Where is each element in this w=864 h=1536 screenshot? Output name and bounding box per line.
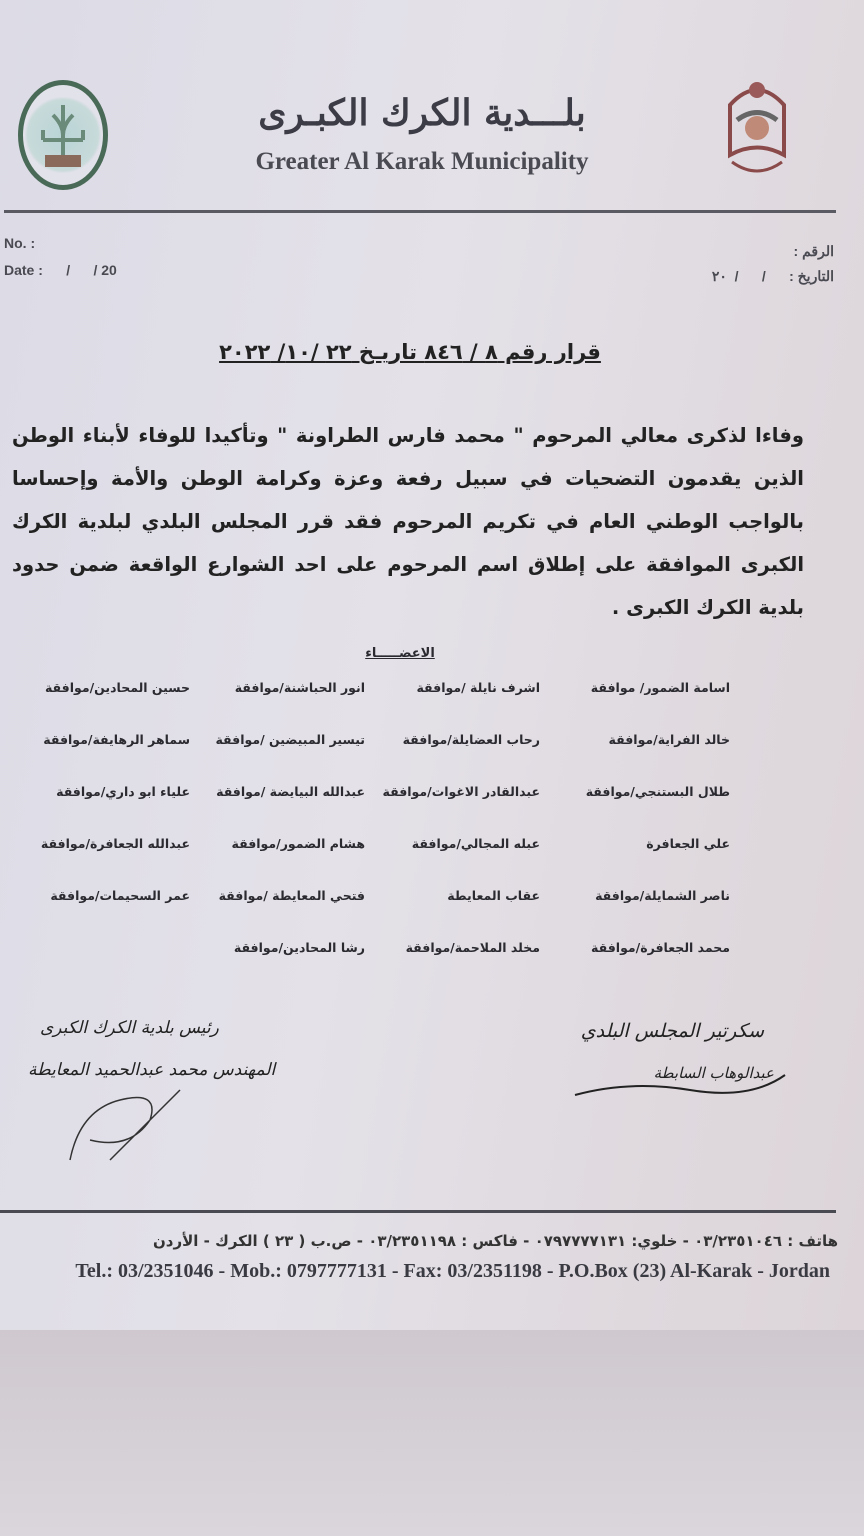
member-entry: سماهر الرهايفة/موافقة: [43, 732, 190, 747]
member-entry: عبدالقادر الاغوات/موافقة: [382, 784, 540, 799]
number-label-ar: الرقم :: [793, 243, 834, 259]
member-entry: طلال البستنجي/موافقة: [585, 784, 730, 799]
member-entry: محمد الجعافرة/موافقة: [591, 940, 730, 955]
member-entry: مخلد الملاحمة/موافقة: [405, 940, 540, 955]
date-label-ar: التاريخ : / / ٢٠: [711, 268, 834, 284]
wheat-emblem-icon: [23, 85, 103, 185]
mayor-signature-stroke: [60, 1080, 190, 1170]
member-entry: عبدالله البيايضة /موافقة: [216, 784, 365, 799]
member-entry: فتحي المعايطة /موافقة: [218, 888, 365, 903]
date-label-en: Date : / / 20: [4, 262, 117, 278]
mayor-title: رئيس بلدية الكرك الكبرى: [40, 1018, 219, 1038]
member-entry: حسين المحادين/موافقة: [44, 680, 190, 695]
member-entry: رحاب العضايلة/موافقة: [402, 732, 540, 747]
member-entry: هشام الضمور/موافقة: [231, 836, 365, 851]
member-entry: عبدالله الجعافرة/موافقة: [40, 836, 190, 851]
footer-contact-ar: هاتف : ٠٣/٢٣٥١٠٤٦ - خلوي: ٠٧٩٧٧٧٧١٣١ - فاكس : ٠٣/٢٣٥١١٩٨ - ص.ب ( ٢٣ ) الكرك - الأردن: [152, 1232, 838, 1250]
decision-body: وفاءا لذكرى معالي المرحوم " محمد فارس الطراونة " وتأكيدا للوفاء لأبناء الوطن الذين يقدمون التضحيات في سبيل رفعة وعزة وكرامة الوطن والأمة وإحساسا بالواجب الوطني العام في تكريم المرحوم فقد قرر المجلس البلدي لبلدية الكرك الكبرى الموافقة على إطلاق اسم المرحوم على احد الشوارع الواقعة ضمن حدود بلدية الكرك الكبرى .: [12, 424, 804, 619]
members-list: [20, 680, 730, 962]
decision-title: قرار رقم ٨ / ٨٤٦ تاريـخ ٢٢ /١٠/ ٢٠٢٢: [219, 340, 601, 364]
letterhead-english: Greater Al Karak Municipality: [255, 148, 589, 175]
member-entry: عبله المجالي/موافقة: [411, 836, 540, 851]
member-entry: علي الجعافرة: [646, 836, 730, 851]
municipality-logo: [18, 80, 108, 190]
member-entry: تيسير المبيضين /موافقة: [215, 732, 365, 747]
member-entry: خالد الفراية/موافقة: [608, 732, 730, 747]
table-surface: [0, 1330, 864, 1536]
number-label-en: No. :: [4, 235, 36, 251]
member-entry: عمر السحيمات/موافقة: [50, 888, 190, 903]
secretary-signature-stroke: [570, 1060, 790, 1110]
members-heading: الاعضـــــاء: [365, 646, 435, 661]
footer-contact-en: Tel.: 03/2351046 - Mob.: 0797777131 - Fax: 03/2351198 - P.O.Box (23) Al-Karak - Jordan: [75, 1260, 830, 1282]
letterhead-arabic: بلـــدية الكرك الكبـرى: [258, 92, 586, 134]
member-entry: [20, 940, 190, 962]
member-entry: انور الحباشنة/موافقة: [234, 680, 365, 695]
header-divider: [4, 210, 836, 213]
secretary-title: سكرتير المجلس البلدي: [580, 1020, 764, 1042]
secretary-signature: عبدالوهاب السابطة: [653, 1064, 774, 1082]
member-entry: اشرف نايلة /موافقة: [416, 680, 540, 695]
member-entry: رشا المحادين/موافقة: [233, 940, 365, 955]
footer-divider: [0, 1210, 836, 1213]
mayor-name: المهندس محمد عبدالحميد المعايطة: [28, 1060, 276, 1080]
member-entry: ناصر الشمايلة/موافقة: [595, 888, 730, 903]
member-entry: علياء ابو داري/موافقة: [56, 784, 190, 799]
jordan-coat-of-arms: [722, 70, 792, 180]
member-entry: اسامة الضمور/ موافقة: [590, 680, 730, 695]
member-entry: عقاب المعايطة: [447, 888, 540, 903]
